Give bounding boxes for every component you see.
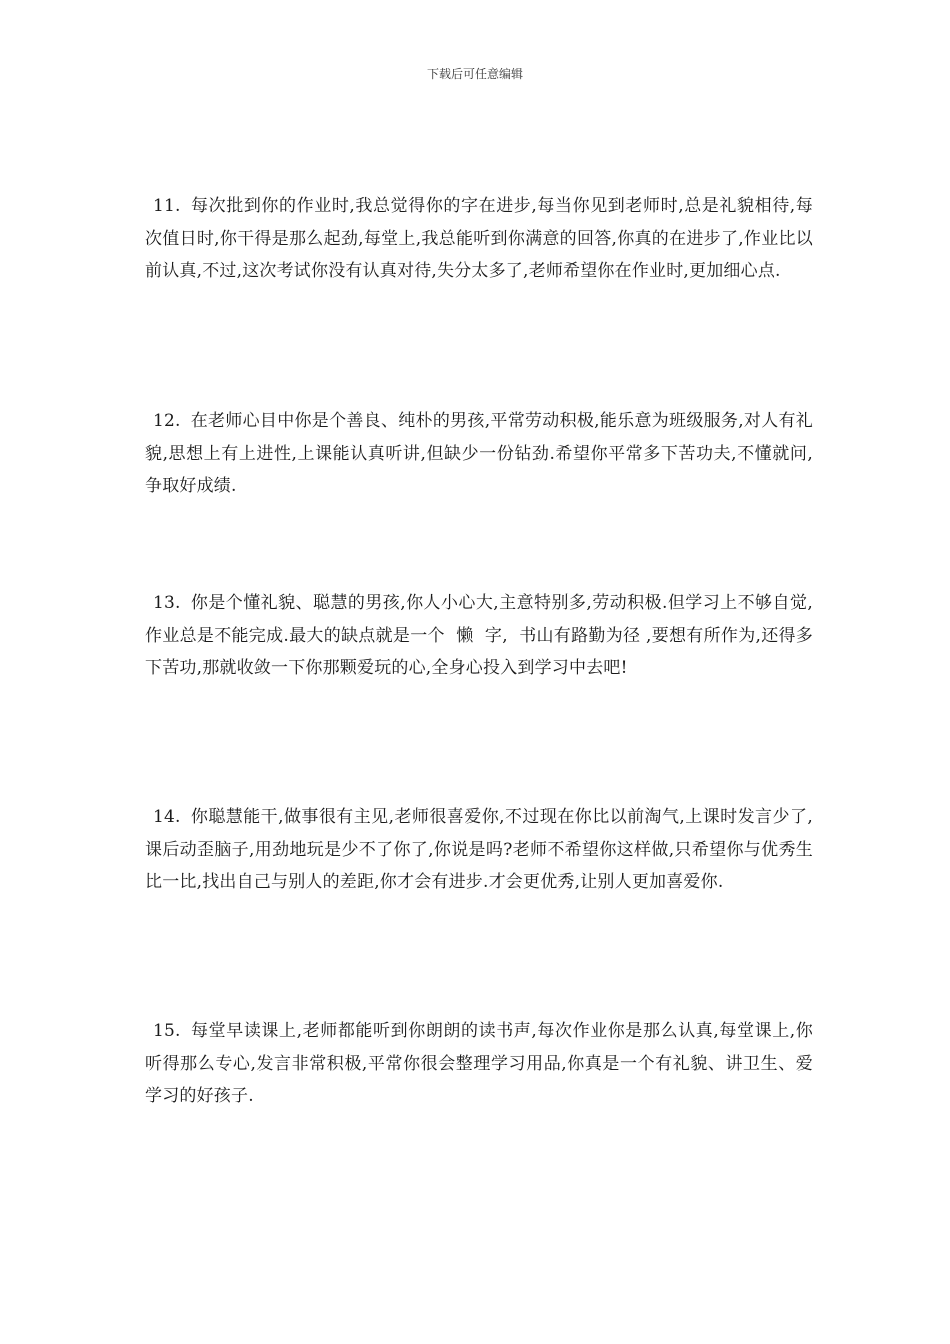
paragraph-number: 15. (153, 1021, 181, 1041)
page-header: 下载后可任意编辑 (426, 67, 523, 81)
paragraph-number: 12. (153, 411, 181, 431)
paragraph-number: 14. (153, 807, 181, 827)
paragraph-text: 你是个懂礼貌、聪慧的男孩,你人小心大,主意特别多,劳动积极.但学习上不够自觉,作业总是不能完成.最大的缺点就是一个 懒 字, 书山有路勤为径 ,要想有所作为,还得多下苦功,那就收敛一下你那颗爱玩的心,全身心投入到学习中去吧! (145, 593, 813, 678)
paragraph-number: 11. (153, 196, 181, 216)
paragraph-text: 每堂早读课上,老师都能听到你朗朗的读书声,每次作业你是那么认真,每堂课上,你听得那么专心,发言非常积极,平常你很会整理学习用品,你真是一个有礼貌、讲卫生、爱学习的好孩子. (145, 1021, 813, 1106)
paragraph-text: 每次批到你的作业时,我总觉得你的字在进步,每当你见到老师时,总是礼貌相待,每次值日时,你干得是那么起劲,每堂上,我总能听到你满意的回答,你真的在进步了,作业比以前认真,不过,这次考试你没有认真对待,失分太多了,老师希望你在作业时,更加细心点. (145, 196, 813, 281)
paragraph-11 (145, 190, 813, 288)
paragraph-12 (145, 405, 813, 503)
paragraph-text: 你聪慧能干,做事很有主见,老师很喜爱你,不过现在你比以前淘气,上课时发言少了,课后动歪脑子,用劲地玩是少不了你了,你说是吗?老师不希望你这样做,只希望你与优秀生比一比,找出自己与别人的差距,你才会有进步.才会更优秀,让别人更加喜爱你. (145, 807, 813, 892)
paragraph-text: 在老师心目中你是个善良、纯朴的男孩,平常劳动积极,能乐意为班级服务,对人有礼貌,思想上有上进性,上课能认真听讲,但缺少一份钻劲.希望你平常多下苦功夫,不懂就问,争取好成绩. (145, 411, 813, 496)
paragraph-13 (145, 587, 813, 685)
paragraph-14 (145, 801, 813, 899)
paragraph-15 (145, 1015, 813, 1113)
paragraph-number: 13. (153, 593, 181, 613)
